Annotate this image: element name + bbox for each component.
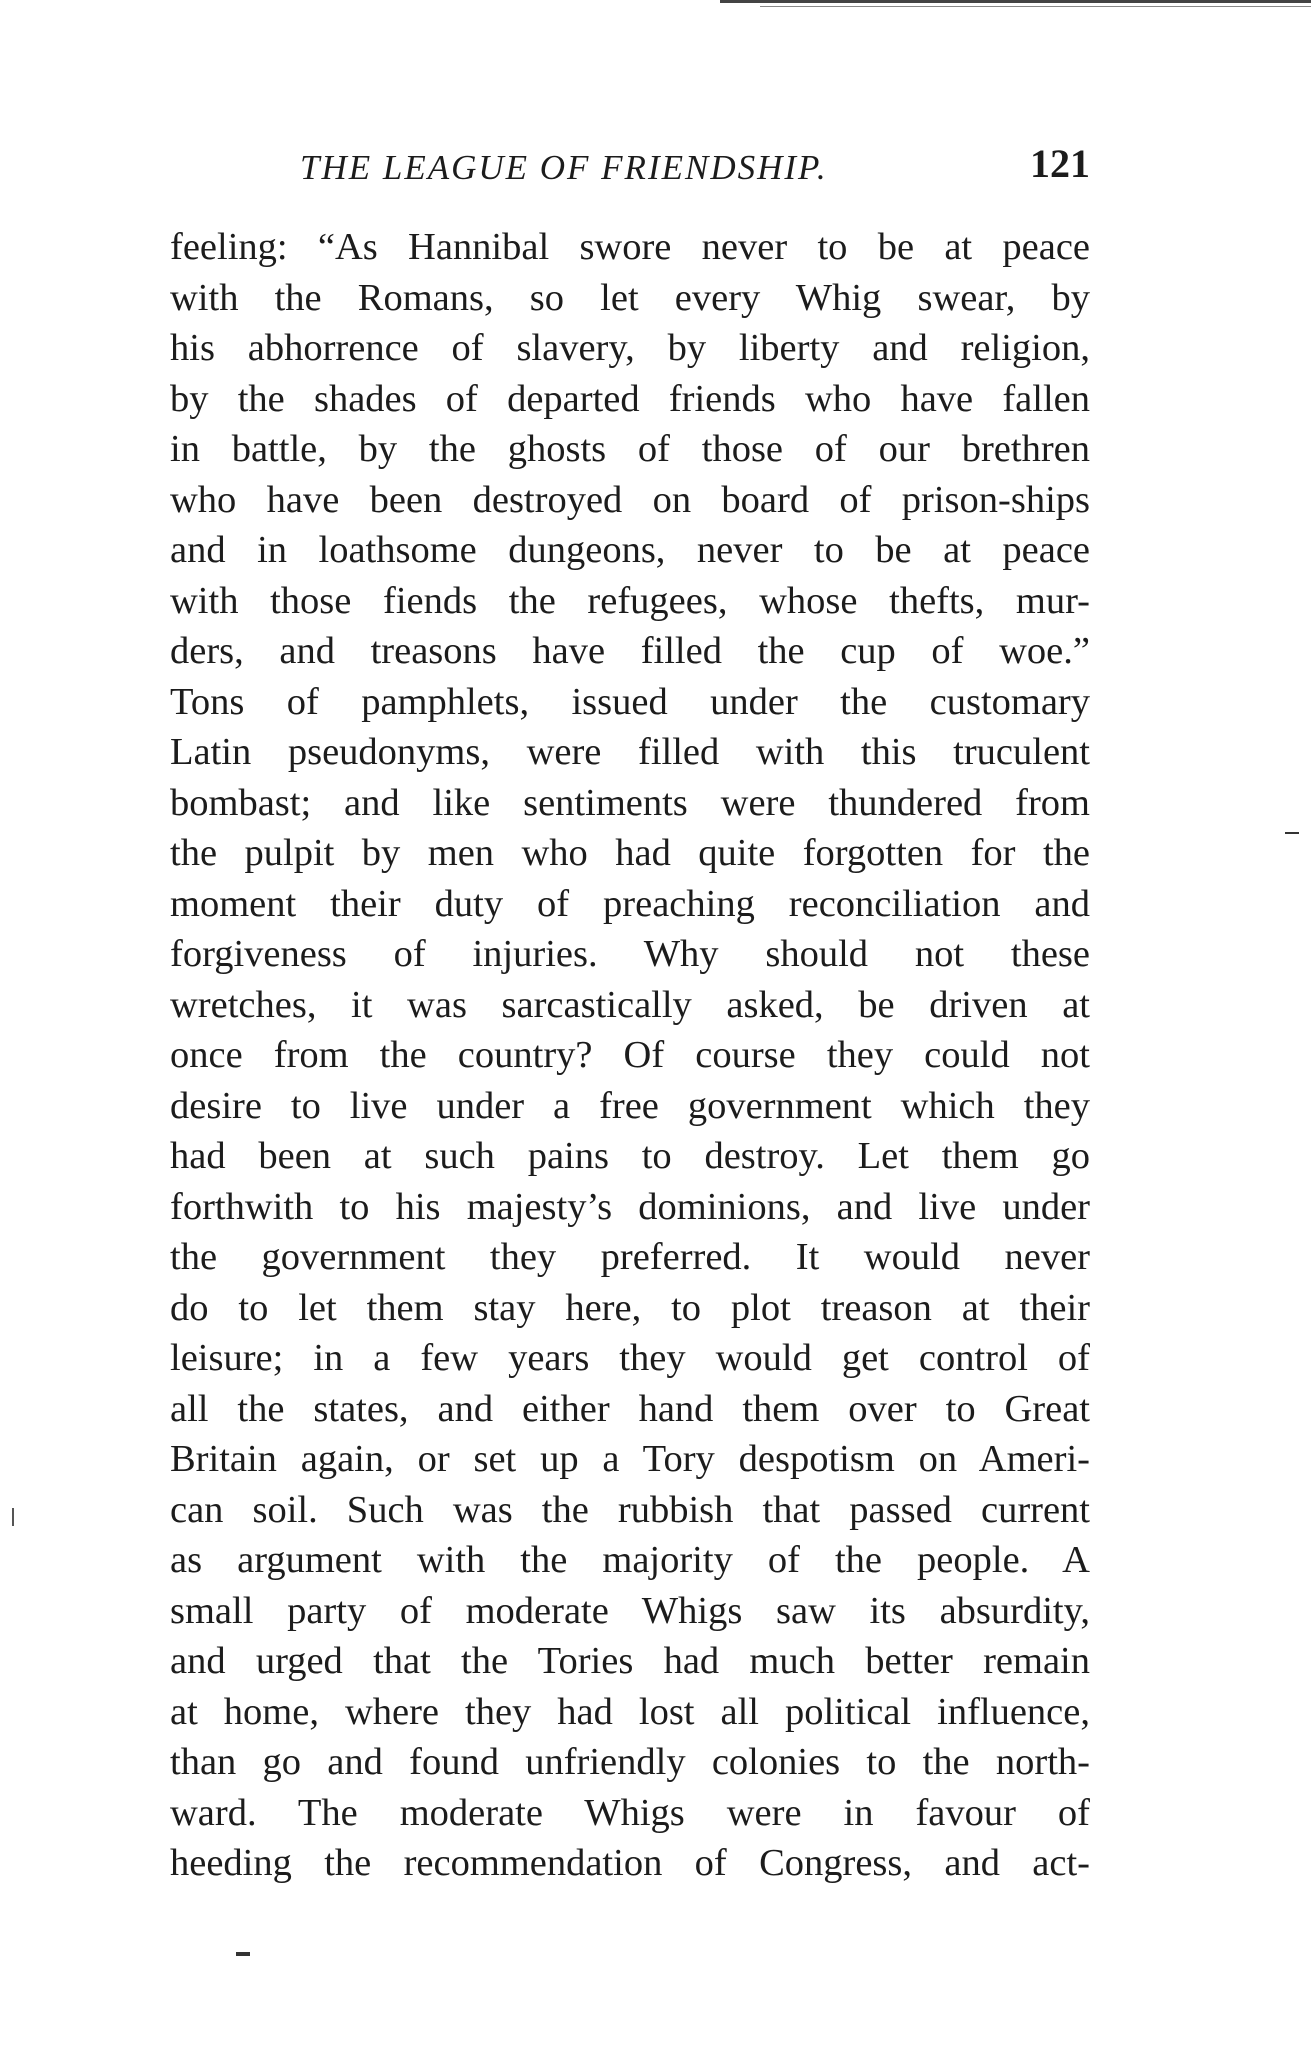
text-line: as argument with the majority of the people. A [170,1539,1090,1581]
margin-mark [1285,832,1299,834]
text-line: do to let them stay here, to plot treason at their [170,1286,1090,1329]
running-title: THE LEAGUE OF FRIENDSHIP. [300,148,828,187]
text-line: leisure; in a few years they would get control of [170,1337,1090,1379]
bottom-mark [236,1952,250,1956]
text-line: wretches, it was sarcastically asked, be driven at [170,983,1090,1026]
text-line: bombast; and like sentiments were thundered from [170,781,1090,824]
text-line: his abhorrence of slavery, by liberty and religion, [170,327,1090,369]
text-line: with those fiends the refugees, whose thefts, mur- [170,579,1090,622]
text-line: desire to live under a free government which they [170,1084,1090,1127]
text-line: at home, where they had lost all political influence, [170,1690,1090,1733]
text-line: by the shades of departed friends who have fallen [170,377,1090,420]
text-line: small party of moderate Whigs saw its absurdity, [170,1589,1090,1632]
text-line: with the Romans, so let every Whig swear, by [170,276,1090,319]
text-line: than go and found unfriendly colonies to the north- [170,1741,1090,1783]
text-line: the pulpit by men who had quite forgotten for the [170,832,1090,874]
text-line: forthwith to his majesty’s dominions, and live under [170,1185,1090,1228]
text-line: and urged that the Tories had much better remain [170,1640,1090,1682]
text-line: ward. The moderate Whigs were in favour of [170,1791,1090,1834]
text-line: the government they preferred. It would never [170,1236,1090,1278]
text-line: who have been destroyed on board of prison-ships [170,478,1090,521]
text-line: ders, and treasons have filled the cup of woe.” [170,630,1090,672]
text-line: in battle, by the ghosts of those of our brethren [170,428,1090,470]
text-line: Britain again, or set up a Tory despotism on Ameri- [170,1438,1090,1480]
top-edge-rule [720,0,1311,3]
text-line: Tons of pamphlets, issued under the customary [170,680,1090,723]
text-line: heeding the recommendation of Congress, and act- [170,1842,1090,1884]
text-line: and in loathsome dungeons, never to be at peace [170,529,1090,571]
text-line: can soil. Such was the rubbish that passed current [170,1488,1090,1531]
text-line: forgiveness of injuries. Why should not these [170,933,1090,975]
text-line: moment their duty of preaching reconciliation and [170,882,1090,925]
top-edge-rule-thin [760,6,1311,7]
page-number: 121 [1030,141,1090,186]
text-line: once from the country? Of course they could not [170,1034,1090,1076]
text-line: all the states, and either hand them over to Great [170,1387,1090,1430]
text-line: feeling: “As Hannibal swore never to be at peace [170,226,1090,268]
text-line: Latin pseudonyms, were filled with this truculent [170,731,1090,773]
margin-mark [12,1508,14,1526]
body-text [170,222,1090,1889]
page-header [300,140,1090,194]
text-line: had been at such pains to destroy. Let them go [170,1135,1090,1177]
